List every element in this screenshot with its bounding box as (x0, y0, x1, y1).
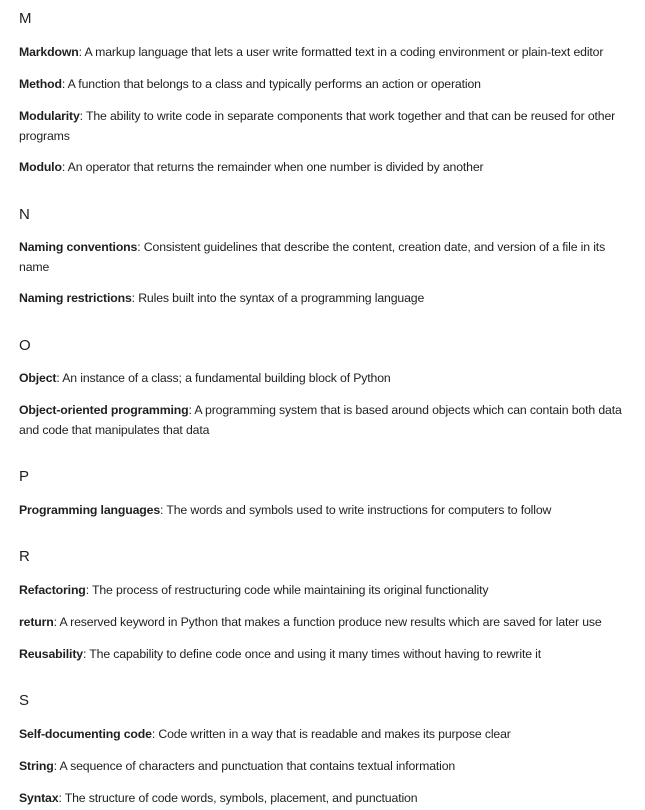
definition: Code written in a way that is readable and makes its purpose clear (158, 727, 511, 741)
glossary-entry-string: String: A sequence of characters and punctuation that contains textual information (19, 759, 456, 773)
term: String (19, 759, 54, 773)
glossary-entry-method: Method: A function that belongs to a class and typically performs an action or operation (19, 77, 481, 91)
definition: The ability to write code in separate components that work together and that can be reused for other programs (19, 109, 616, 143)
term: Naming conventions (19, 240, 138, 254)
glossary-entry-modulo: Modulo: An operator that returns the remainder when one number is divided by another (19, 160, 484, 174)
definition: The capability to define code once and using it many times without having to rewrite it (89, 647, 542, 661)
glossary-entry-reusability: Reusability: The capability to define code once and using it many times without having to rewrite it (19, 647, 542, 661)
term: Self-documenting code (19, 727, 152, 741)
definition: The process of restructuring code while maintaining its original functionality (92, 583, 489, 597)
term: Markdown (19, 45, 79, 59)
term: return (19, 615, 54, 629)
section-letter-n: N (19, 206, 30, 223)
section-letter-m: M (19, 10, 32, 27)
definition: An operator that returns the remainder when one number is divided by another (67, 160, 484, 174)
glossary-entry-return: return: A reserved keyword in Python that makes a function produce new results which are saved for later use (19, 615, 602, 629)
glossary-entry-object: Object: An instance of a class; a fundamental building block of Python (19, 371, 391, 385)
section-letter-p: P (19, 468, 30, 485)
definition: The structure of code words, symbols, placement, and punctuation (64, 791, 418, 805)
term: Modulo (19, 160, 62, 174)
definition: Rules built into the syntax of a programming language (138, 291, 425, 305)
term: Naming restrictions (19, 291, 132, 305)
glossary-entry-naming-restrictions: Naming restrictions: Rules built into the syntax of a programming language (19, 291, 425, 305)
term: Syntax (19, 791, 59, 805)
definition: The words and symbols used to write instructions for computers to follow (166, 503, 552, 517)
section-letter-s: S (19, 692, 30, 709)
term: Object (19, 371, 57, 385)
glossary-entry-syntax: Syntax: The structure of code words, symbols, placement, and punctuation (19, 791, 418, 805)
glossary-entry-self-documenting-code: Self-documenting code: Code written in a way that is readable and makes its purpose clear (19, 727, 511, 741)
glossary-entry-object-oriented-programming: Object-oriented programming: A programming system that is based around objects which can contain both data and code that manipulates that data (19, 403, 622, 437)
term: Refactoring (19, 583, 86, 597)
definition: Consistent guidelines that describe the content, creation date, and version of a file in its name (19, 240, 606, 274)
definition: A sequence of characters and punctuation that contains textual information (59, 759, 456, 773)
definition: A programming system that is based around objects which can contain both data and code that manipulates that data (19, 403, 622, 437)
glossary-entry-programming-languages: Programming languages: The words and symbols used to write instructions for computers to follow (19, 503, 552, 517)
definition: An instance of a class; a fundamental building block of Python (62, 371, 391, 385)
section-letter-r: R (19, 548, 30, 565)
term: Reusability (19, 647, 83, 661)
term: Method (19, 77, 62, 91)
definition: A reserved keyword in Python that makes a function produce new results which are saved for later use (59, 615, 602, 629)
glossary-entry-naming-conventions: Naming conventions: Consistent guidelines that describe the content, creation date, and version of a file in its name (19, 240, 606, 274)
glossary-entry-refactoring: Refactoring: The process of restructuring code while maintaining its original functionality (19, 583, 489, 597)
definition: A function that belongs to a class and typically performs an action or operation (67, 77, 481, 91)
glossary-entry-markdown: Markdown: A markup language that lets a user write formatted text in a coding environment or plain-text editor (19, 45, 604, 59)
section-letter-o: O (19, 337, 31, 354)
term: Modularity (19, 109, 80, 123)
term: Object-oriented programming (19, 403, 189, 417)
definition: A markup language that lets a user write formatted text in a coding environment or plain-text editor (84, 45, 604, 59)
glossary-entry-modularity: Modularity: The ability to write code in separate components that work together and that can be reused for other programs (19, 109, 616, 143)
term: Programming languages (19, 503, 161, 517)
